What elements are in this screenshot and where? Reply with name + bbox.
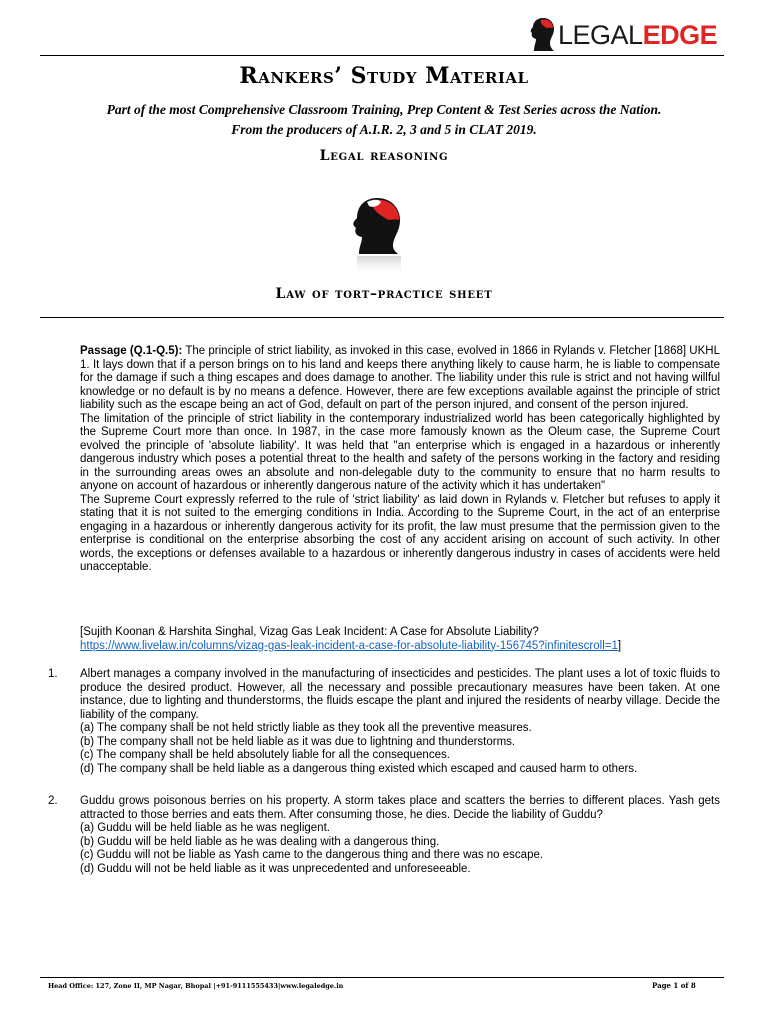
question-1 bbox=[40, 668, 720, 776]
tagline-line-2: From the producers of A.I.R. 2, 3 and 5 in CLAT 2019. bbox=[231, 122, 537, 137]
question-number: 1. bbox=[48, 668, 58, 680]
passage-paragraph-3: The Supreme Court expressly referred to the rule of 'strict liability' as laid down in Rylands v. Fletcher but refuses to apply it stating that it is not suited to the emerging conditions in India. According to the Supreme Court, in the act of an enterprise engaging in a hazardous or inherently dangerous activity for its profit, the law must presume that the permission given to the enterprise is conditional on the enterprise absorbing the cost of any accident arising on account of such activity. In other words, the exceptions or defenses available to a hazardous or inherently dangerous industry in cases of accidents were held unacceptable. bbox=[80, 493, 720, 573]
option-a: (a) The company shall be not held strictly liable as they took all the preventive measures. bbox=[80, 722, 532, 734]
tagline-line-1: Part of the most Comprehensive Classroom Training, Prep Content & Test Series across the Nation. bbox=[106, 102, 662, 117]
footer-divider bbox=[40, 977, 724, 978]
source-text: [Sujith Koonan & Harshita Singhal, Vizag Gas Leak Incident: A Case for Absolute Liability? bbox=[80, 626, 539, 638]
tagline bbox=[0, 100, 768, 140]
question-text: Guddu grows poisonous berries on his property. A storm takes place and scatters the berries to different places. Yash gets attracted to those berries and eats them. After consuming those, he dies. Decide the liability of Guddu? bbox=[80, 795, 720, 821]
legaledge-logo bbox=[528, 16, 728, 56]
page-title: Rankers’ Study Material bbox=[239, 63, 529, 89]
footer-address: Head Office: 127, Zone II, MP Nagar, Bhopal |+91-9111555433|www.legaledge.in bbox=[48, 982, 344, 990]
logo-text-legal: LEGAL bbox=[558, 20, 643, 50]
question-text: Albert manages a company involved in the manufacturing of insecticides and pesticides. The plant uses a lot of toxic fluids to produce the desired product. However, all the necessary and possible precautionary measures have been taken. At one instance, due to lighting and thunderstorms, the fluids escape the plant and injured the residents of nearby village. Decide the liability of the company. bbox=[80, 668, 720, 721]
logo-wordmark bbox=[558, 18, 717, 52]
logo-text-edge: EDGE bbox=[642, 20, 718, 50]
passage bbox=[80, 345, 720, 575]
source-close-bracket: ] bbox=[617, 639, 622, 652]
passage-label: Passage (Q.1-Q.5): bbox=[80, 345, 183, 357]
page-number: Page 1 of 8 bbox=[652, 981, 696, 990]
option-d: (d) The company shall be held liable as a dangerous thing existed which escaped and caused harm to others. bbox=[80, 762, 638, 775]
option-c: (c) Guddu will not be liable as Yash came to the dangerous thing and there was no escape. bbox=[80, 849, 544, 861]
question-number: 2. bbox=[48, 795, 58, 807]
option-d: (d) Guddu will not be held liable as it was unprecedented and unforeseeable. bbox=[80, 862, 471, 875]
sheet-divider bbox=[40, 317, 724, 318]
passage-paragraph-2: The limitation of the principle of strict liability in the contemporary industrialized world has been categorically highlighted by the Supreme Court more than once. In 1987, in the case more famously known as the Oleum case, the Supreme Court evolved the principle of 'absolute liability'. It was held that "an enterprise which is engaged in a hazardous or inherently dangerous industry which poses a potential threat to the health and safety of the persons working in the factory and residing in the surrounding areas owes an absolute and non-delegable duty to the community to ensure that no harm results to anyone on account of hazardous or inherently dangerous nature of the activity which it has undertaken" bbox=[80, 412, 720, 492]
option-b: (b) Guddu will be held liable as he was dealing with a dangerous thing. bbox=[80, 835, 440, 848]
source-link[interactable]: https://www.livelaw.in/columns/vizag-gas-leak-incident-a-case-for-absolute-liability-156745?infinitescroll=1 bbox=[80, 639, 618, 652]
header-divider bbox=[40, 55, 724, 56]
passage-paragraph-1 bbox=[80, 345, 720, 413]
option-b: (b) The company shall not be held liable as it was due to lightning and thunderstorms. bbox=[80, 735, 516, 748]
head-silhouette-icon bbox=[528, 17, 556, 53]
passage-text-1: The principle of strict liability, as invoked in this case, evolved in 1866 in Rylands v. Fletcher [1868] UKHL 1. It lays down that if a person brings on to his land and keeps there anything likely to cause harm, he is liable to compensate for the damage if such a thing escapes and does damage to another. The liability under this rule is strict and not having willful knowledge or no default is by no means a defence. However, there are few exceptions available against the principle of strict liability such as the escape being an act of God, default on part of the person injured, and consent of the person injured. bbox=[80, 345, 720, 411]
option-a: (a) Guddu will be held liable as he was negligent. bbox=[80, 822, 330, 834]
sheet-title: Law of tort–practice sheet bbox=[275, 286, 493, 302]
head-silhouette-emblem-icon bbox=[345, 190, 415, 278]
question-2 bbox=[40, 795, 720, 876]
subject-heading: Legal reasoning bbox=[319, 148, 449, 164]
passage-source bbox=[80, 626, 720, 653]
option-c: (c) The company shall be held absolutely liable for all the consequences. bbox=[80, 749, 450, 761]
